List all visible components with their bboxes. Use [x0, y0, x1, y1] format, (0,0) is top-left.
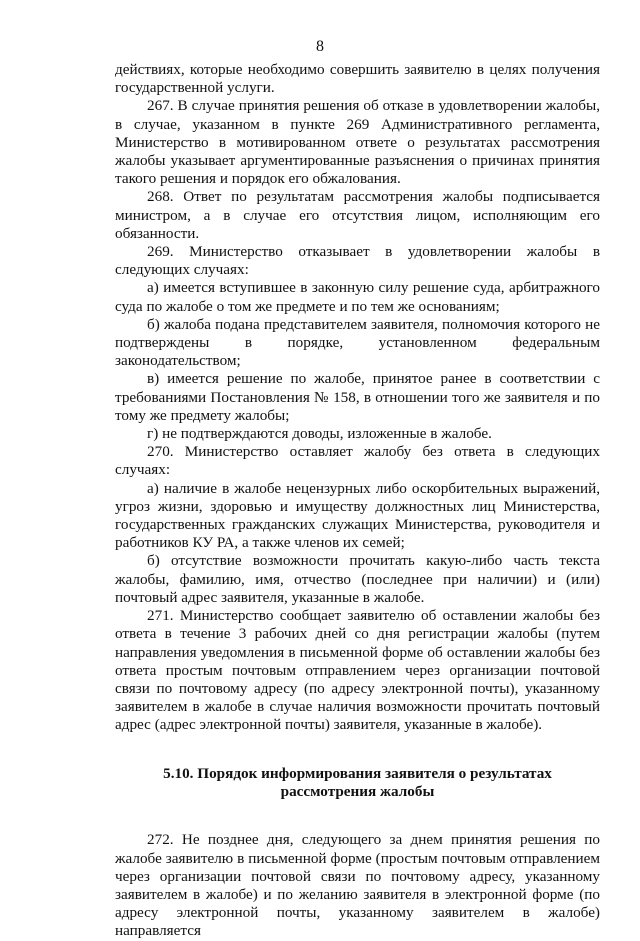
paragraph-continuation: действиях, которые необходимо совершить заявителю в целях получения государственной услуги. — [115, 61, 600, 97]
section-heading-line-1: 5.10. Порядок информирования заявителя о результатах — [163, 764, 552, 782]
list-item-270-a: а) наличие в жалобе нецензурных либо оскорбительных выражений, угроз жизни, здоровью и имуществу должностных лиц Министерства, государственных гражданских служащих Министерства, руководителя и работников КУ РА, а также членов их семей; — [115, 479, 600, 552]
paragraph-269: 269. Министерство отказывает в удовлетворении жалобы в следующих случаях: — [115, 243, 600, 279]
list-item-269-g: г) не подтверждаются доводы, изложенные в жалобе. — [147, 425, 492, 443]
paragraph-270: 270. Министерство оставляет жалобу без ответа в следующих случаях: — [115, 443, 600, 479]
paragraph-268: 268. Ответ по результатам рассмотрения жалобы подписывается министром, а в случае его отсутствия лицом, исполняющим его обязанности. — [115, 188, 600, 242]
paragraph-271: 271. Министерство сообщает заявителю об оставлении жалобы без ответа в течение 3 рабочих дней со дня регистрации жалобы (путем направления уведомления в письменной форме об оставлении жалобы без ответа простым почтовым отправлением через организации почтовой связи по почтовому адресу (по адресу электронной почты), указанному заявителем в жалобе в случае наличия возможности прочитать почтовый адрес (адрес электронной почты) заявителя, указанные в жалобе). — [115, 607, 600, 734]
section-heading-line-2: рассмотрения жалобы — [280, 782, 435, 800]
list-item-269-a: а) имеется вступившее в законную силу решение суда, арбитражного суда по жалобе о том же предмете и по тем же основаниям; — [115, 279, 600, 315]
paragraph-267: 267. В случае принятия решения об отказе в удовлетворении жалобы, в случае, указанном в пункте 269 Административного регламента, Министерство в мотивированном ответе о результатах рассмотрения жалобы указывает аргументированные разъяснения о причинах принятия такого решения и порядок его обжалования. — [115, 97, 600, 188]
section-heading — [115, 765, 600, 802]
list-item-269-b: б) жалоба подана представителем заявителя, полномочия которого не подтверждены в порядке, установленном федеральным законодательством; — [115, 315, 600, 370]
page-number: 8 — [316, 38, 324, 55]
list-item-269-v: в) имеется решение по жалобе, принятое ранее в соответствии с требованиями Постановления № 158, в отношении того же заявителя и по тому же предмету жалобы; — [115, 370, 600, 424]
document-body — [115, 61, 600, 941]
list-item-270-b: б) отсутствие возможности прочитать какую-либо часть текста жалобы, фамилию, имя, отчество (последнее при наличии) и (или) почтовый адрес заявителя, указанные в жалобе. — [115, 552, 600, 606]
paragraph-272: 272. Не позднее дня, следующего за днем принятия решения по жалобе заявителю в письменной форме (простым почтовым отправлением через организации почтовой связи по почтовому адресу, указанному заявителем в жалобе) и по желанию заявителя в электронной форме (по адресу электронной почты, указанному заявителем в жалобе) направляется — [115, 831, 600, 940]
